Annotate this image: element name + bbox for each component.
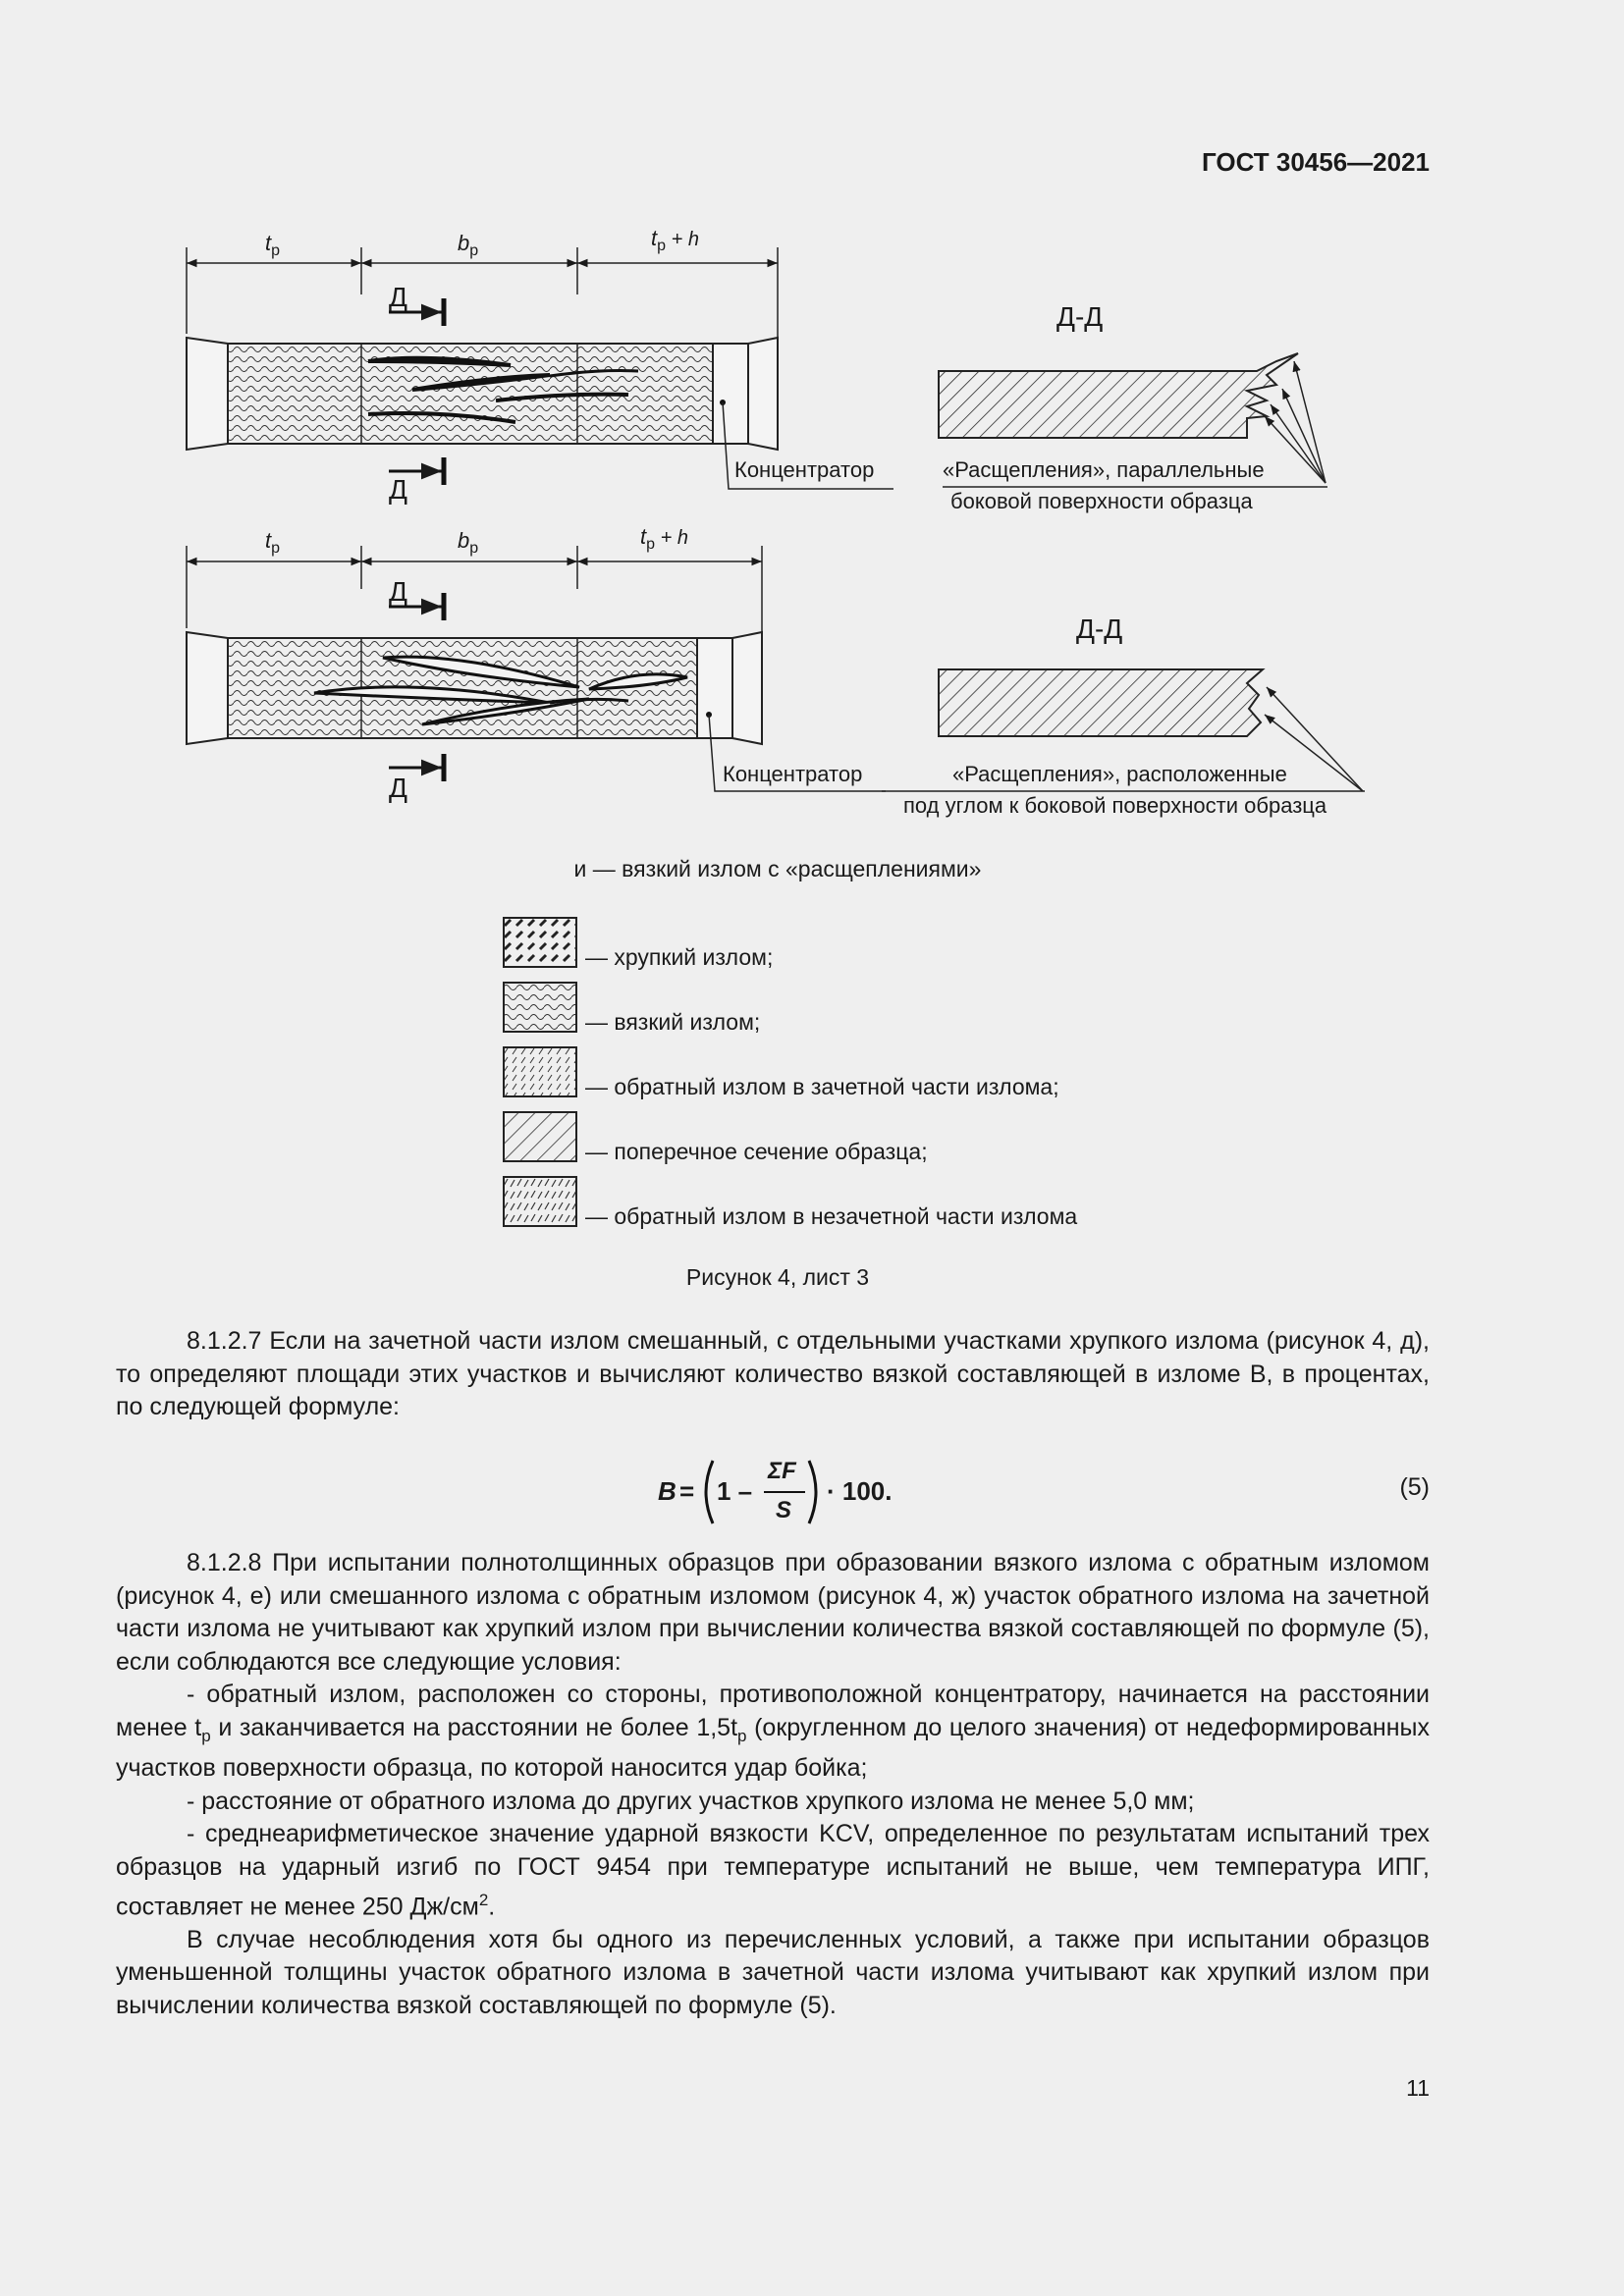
condition-1-text-c: (округленном до целого значения) от недеформированных участков поверхности образца, по которой наносится удар бойка;: [116, 1713, 1430, 1782]
condition-1-text-a: - обратный излом, расположен со стороны, противоположной концентратору, начинается на расстоянии менее t: [116, 1681, 1430, 1741]
formula-5: [656, 1449, 911, 1527]
dim-tph-plus-b: + h: [655, 527, 688, 549]
ductile-swatch-icon: [503, 982, 577, 1033]
condition-1-text-b: и заканчивается на расстоянии не более 1,5t: [210, 1713, 738, 1741]
svg-text:tр + h: [651, 226, 699, 254]
concentrator-label-top: Концентратор: [734, 457, 875, 482]
condition-3-sup: 2: [478, 1891, 489, 1909]
bottom-specimen: [187, 524, 1365, 818]
top-note-line2: боковой поверхности образца: [950, 489, 1253, 513]
dim-bp-label: b: [458, 231, 470, 255]
legend-label-brittle: — хрупкий излом;: [585, 944, 774, 970]
svg-text:bр: [458, 528, 478, 557]
condition-1-sub-a: р: [201, 1726, 211, 1745]
reverse-counted-swatch-icon: [503, 1046, 577, 1097]
paragraph-8-1-2-8: 8.1.2.8 При испытании полнотолщинных образцов при образовании вязкого излома с обратным изломом (рисунок 4, е) или смешанного излома с обратным изломом (рисунок 4, ж) участок обратного излома на зачетной части излома не учитывают как хрупкий излом при вычислении количества вязкой составляющей по формуле (5), если соблюдаются все следующие условия:: [116, 1549, 1430, 1676]
section-8-1-2-8: [116, 1547, 1430, 2022]
condition-3: [116, 1818, 1430, 1924]
svg-text:bр: [458, 231, 478, 259]
svg-text:tр: [265, 528, 280, 557]
legend-label-reverse-counted: — обратный излом в зачетной части излома;: [585, 1074, 1059, 1099]
formula-lhs: B: [658, 1476, 677, 1506]
dim-tp-sub: р: [271, 242, 281, 259]
top-note-line1: «Расщепления», параллельные: [943, 457, 1265, 482]
brittle-swatch-icon: [503, 917, 577, 968]
dim-tph-plus: + h: [666, 229, 699, 250]
page-number: 11: [1406, 2075, 1430, 2101]
bottom-note-line2: под углом к боковой поверхности образца: [903, 793, 1327, 818]
figure-caption: Рисунок 4, лист 3: [685, 1264, 870, 1290]
section-mark-top-a: Д: [389, 282, 407, 312]
section-title-bottom: Д-Д: [1076, 614, 1123, 644]
section-mark-bottom-a: Д: [389, 576, 407, 607]
section-mark-bottom-b: Д: [389, 773, 407, 803]
figure-4-drawing: [0, 0, 1624, 864]
dim-tph-label: t: [651, 226, 658, 250]
condition-2: - расстояние от обратного излома до других участков хрупкого излома не менее 5,0 мм;: [187, 1787, 1195, 1815]
cross-section-swatch-icon: [503, 1111, 577, 1162]
dim-bp-sub-b: р: [469, 540, 479, 557]
formula-denominator: S: [776, 1497, 792, 1523]
dim-tp-sub-b: р: [271, 540, 281, 557]
legend-label-ductile: — вязкий излом;: [585, 1009, 761, 1035]
svg-text:tр + h: [640, 524, 688, 553]
section-8-1-2-7: [116, 1325, 1430, 1424]
dim-tph-sub: р: [657, 238, 667, 254]
section-title-top: Д-Д: [1056, 301, 1104, 332]
condition-1: [116, 1679, 1430, 1786]
reverse-uncounted-swatch-icon: [503, 1176, 577, 1227]
svg-text:tр: [265, 231, 280, 259]
condition-3-end: .: [488, 1893, 496, 1921]
equation-number: (5): [1399, 1473, 1430, 1501]
paragraph-noncompliance: В случае несоблюдения хотя бы одного из перечисленных условий, а также при испытании образцов уменьшенной толщины участок обратного излома в зачетной части излома учитывают как хрупкий излом при вычислении количества вязкой составляющей по формуле (5).: [116, 1925, 1430, 2019]
top-specimen: [187, 226, 1327, 513]
formula-numerator: ΣF: [768, 1458, 796, 1484]
concentrator-label-bottom: Концентратор: [723, 762, 863, 786]
dim-tph-sub-b: р: [646, 536, 656, 553]
dim-bp-label-b: b: [458, 528, 470, 553]
legend-label-cross-section: — поперечное сечение образца;: [585, 1139, 928, 1164]
condition-1-sub-b: р: [737, 1726, 747, 1745]
figure-subcaption: и — вязкий излом с «расщеплениями»: [573, 856, 982, 881]
formula-eq: =: [679, 1476, 695, 1506]
dim-tph-label-b: t: [640, 524, 647, 549]
formula-times: · 100.: [827, 1476, 893, 1506]
condition-3-text: - среднеарифметическое значение ударной вязкости KCV, определенное по результатам испытаний трех образцов на ударный изгиб по ГОСТ 9454 при температуре испытаний не выше, чем температура ИПГ, составляет не менее 250 Дж/см: [116, 1820, 1430, 1921]
dim-tp-label: t: [265, 231, 272, 255]
formula-one-minus: 1 –: [717, 1476, 753, 1506]
dim-tp-label-b: t: [265, 528, 272, 553]
legend-label-reverse-uncounted: — обратный излом в незачетной части излома: [585, 1203, 1078, 1229]
dim-bp-sub: р: [469, 242, 479, 259]
section-mark-top-b: Д: [389, 474, 407, 505]
document-header: ГОСТ 30456—2021: [1202, 147, 1430, 177]
bottom-note-line1: «Расщепления», расположенные: [952, 762, 1287, 786]
paragraph-8-1-2-7: 8.1.2.7 Если на зачетной части излом смешанный, с отдельными участками хрупкого излома (рисунок 4, д), то определяют площади этих участков и вычисляют количество вязкой составляющей в изломе B, в процентах, по следующей формуле:: [116, 1327, 1430, 1420]
